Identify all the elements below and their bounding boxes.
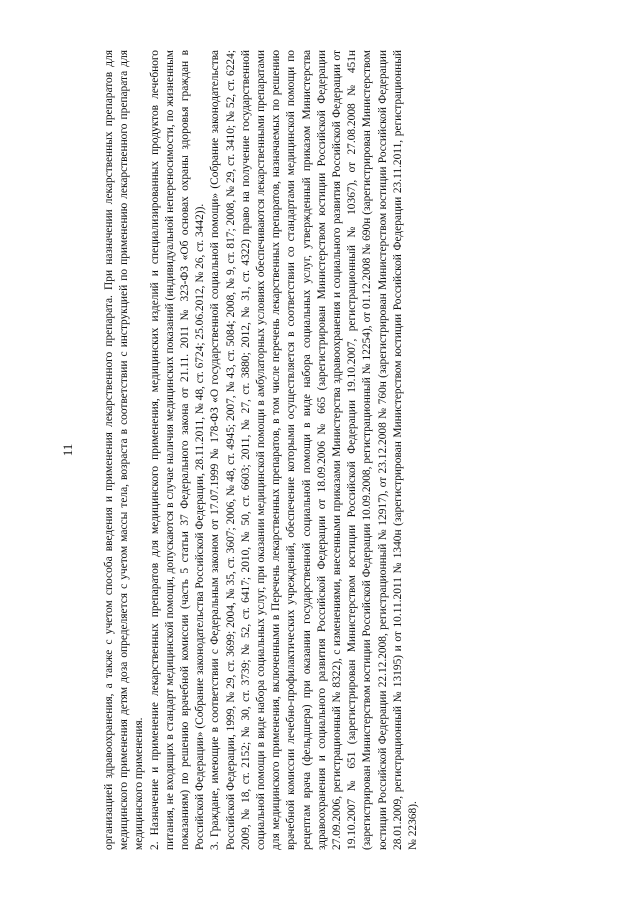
document-body <box>102 50 421 850</box>
rotated-text-block <box>60 50 540 850</box>
paragraph-3: 3. Граждане, имеющие в соответствии с Федеральным законом от 17.07.1999 № 178-ФЗ «О государственной социальной помощи» (Собрание законодательства Российской Федерации, 1999, № 29, ст. 3699; 2004, № 35, ст. 3607; 2006, № 48, ст. 4945; 2007, № 43, ст. 5084; 2008, № 9, ст. 817; 2008, № 29, ст. 3410; № 52, ст. 6224; 2009, № 18, ст. 2152; № 30, ст. 3739; № 52, ст. 6417; 2010, № 50, ст. 6603; 2011, № 27, ст. 3880; 2012, № 31, ст. 4322) право на получение государственной социальной помощи в виде набора социальных услуг, при оказании медицинской помощи в амбулаторных условиях обеспечиваются лекарственными препаратами для медицинского применения, включенными в Перечень лекарственных препаратов, в том числе перечень лекарственных препаратов, назначаемых по решению врачебной комиссии лечебно-профилактических учреждений, обеспечение которыми осуществляется в соответствии со стандартами медицинской помощи по рецептам врача (фельдшера) при оказании государственной социальной помощи в виде набора социальных услуг, утвержденный приказом Министерства здравоохранения и социального развития Российской Федерации от 18.09.2006 № 665 (зарегистрирован Министерством юстиции Российской Федерации 27.09.2006, регистрационный № 8322), с изменениями, внесенными приказами Министерства здравоохранения и социального развития Российской Федерации от 19.10.2007 № 651 (зарегистрирован Министерством юстиции Российской Федерации 19.10.2007, регистрационный № 10367), от 27.08.2008 № 451н (зарегистрирован Министерством юстиции Российской Федерации 10.09.2008, регистрационный № 12254), от 01.12.2008 № 690н (зарегистрирован Министерством юстиции Российской Федерации 22.12.2008, регистрационный № 12917), от 23.12.2008 № 760н (зарегистрирован Министерством юстиции Российской Федерации 28.01.2009, регистрационный № 13195) и от 10.11.2011 № 1340н (зарегистрирован Министерством юстиции Российской Федерации 23.11.2011, регистрационный № 22368). <box>209 50 420 850</box>
page-number: 11 <box>60 443 75 457</box>
paragraph-1: организацией здравоохранения, а также с учетом способа введения и применения лекарственного препарата. При назначении лекарственных препаратов для медицинского применения детям доза определяется с учетом массы тела, возраста в соответствии с инструкцией по применению лекарственного препарата для медицинского применения. <box>103 50 146 850</box>
paragraph-2: 2. Назначение и применение лекарственных препаратов для медицинского применения, медицинских изделий и специализированных продуктов лечебного питания, не входящих в стандарт медицинской помощи, допускаются в случае наличия медицинских показаний (индивидуальной непереносимости, по жизненным показаниям) по решению врачебной комиссии (часть 5 статьи 37 Федерального закона от 21.11. 2011 № 323-ФЗ «Об основах охраны здоровья граждан в Российской Федерации» (Собрание законодательства Российской Федерации, 28.11.2011, № 48, ст. 6724; 25.06.2012, № 26, ст. 3442)). <box>148 50 207 850</box>
